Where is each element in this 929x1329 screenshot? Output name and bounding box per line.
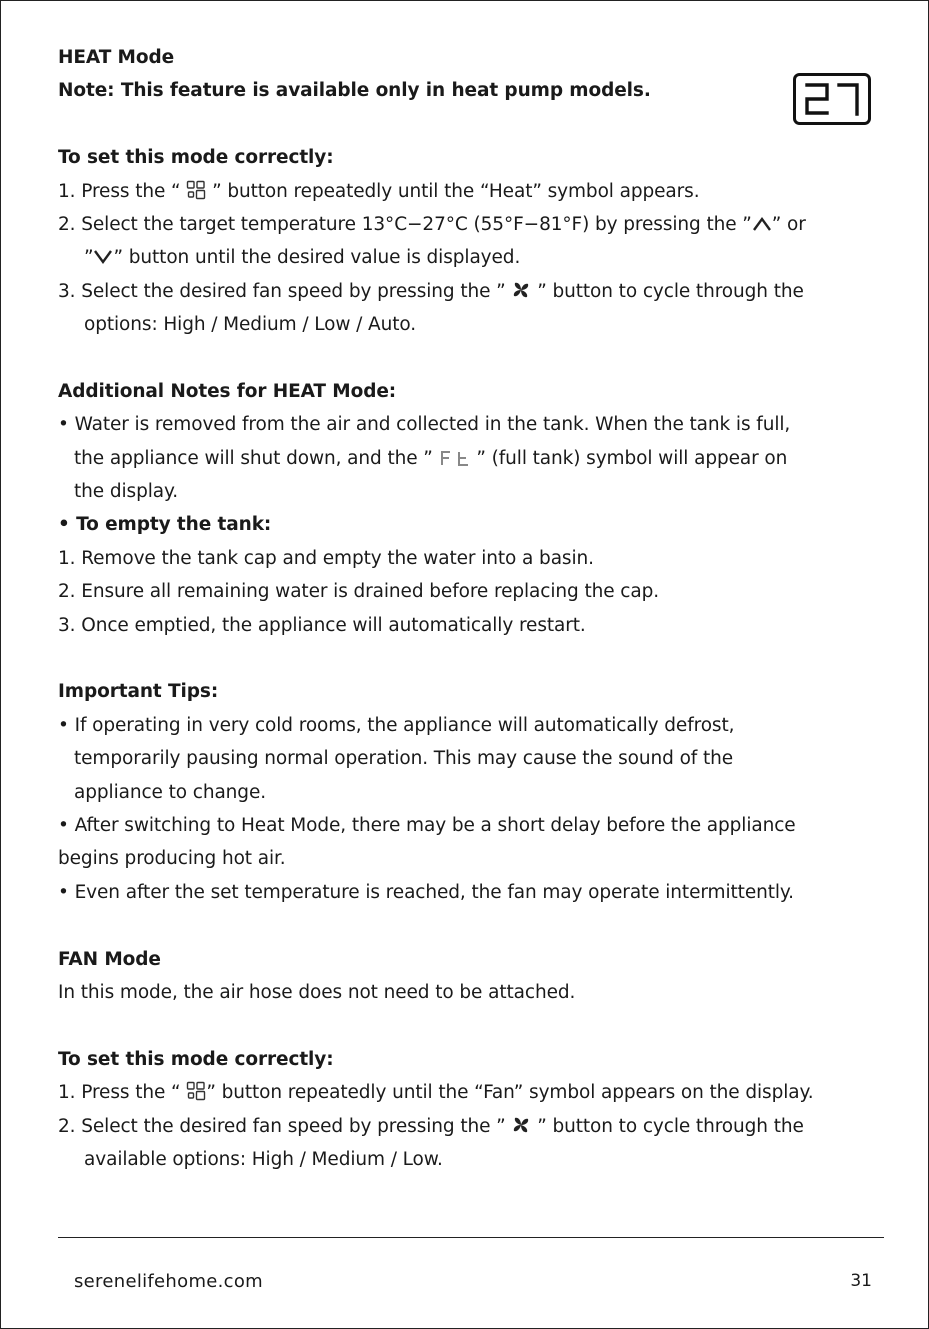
note-label: Note:	[58, 80, 115, 102]
heat-step-1: 1. Press the “ ” button repeatedly until the “Heat” symbol appears.	[58, 180, 700, 202]
tip-1a: • If operating in very cold rooms, the appliance will automatically defrost,	[58, 714, 735, 736]
notes-heading: Additional Notes for HEAT Mode:	[58, 380, 397, 402]
fan-set-heading: To set this mode correctly:	[58, 1048, 334, 1070]
empty-tank-heading: • To empty the tank:	[58, 514, 272, 536]
heat-note	[58, 74, 878, 107]
fan-speed-icon	[511, 1115, 531, 1135]
heat-set-heading: To set this mode correctly:	[58, 147, 334, 169]
fan-step-1: 1. Press the “ ” button repeatedly until the “Fan” symbol appears on the display.	[58, 1082, 814, 1104]
note-text: This feature is available only in heat pump models.	[114, 80, 651, 102]
empty-step-1: 1. Remove the tank cap and empty the water into a basin.	[58, 547, 594, 569]
notes-bullet-1b: the appliance will shut down, and the ” ” (full tank) symbol will appear on	[74, 447, 788, 469]
fan-step-2a: 2. Select the desired fan speed by pressing the ” ” button to cycle through the	[58, 1115, 804, 1137]
tip-3: • Even after the set temperature is reached, the fan may operate intermittently.	[58, 881, 794, 903]
fan-intro: In this mode, the air hose does not need to be attached.	[58, 981, 576, 1003]
heat-mode-title: HEAT Mode	[58, 47, 175, 68]
heat-step-2b: ” ” button until the desired value is displayed.	[84, 247, 521, 269]
footer-divider	[58, 1237, 884, 1238]
down-arrow-icon	[93, 248, 113, 266]
fan-step-2b: available options: High / Medium / Low.	[84, 1148, 443, 1170]
tip-2b: begins producing hot air.	[58, 848, 286, 870]
tip-2a: • After switching to Heat Mode, there may be a short delay before the appliance	[58, 814, 796, 836]
notes-bullet-1c: the display.	[74, 481, 178, 503]
tip-1b: temporarily pausing normal operation. This may cause the sound of the	[74, 748, 734, 770]
empty-step-3: 3. Once emptied, the appliance will automatically restart.	[58, 614, 586, 636]
manual-content	[58, 41, 878, 1176]
fan-speed-icon	[511, 280, 531, 300]
full-tank-symbol	[439, 449, 471, 467]
page-number: 31	[850, 1271, 872, 1291]
mode-button-icon	[186, 180, 206, 200]
fan-mode-title: FAN Mode	[58, 948, 161, 970]
footer-website: serenelifehome.com	[74, 1271, 264, 1292]
mode-button-icon	[186, 1081, 206, 1101]
tip-1c: appliance to change.	[74, 781, 267, 803]
heat-step-3a: 3. Select the desired fan speed by pressing the ” ” button to cycle through the	[58, 280, 804, 302]
notes-bullet-1a: • Water is removed from the air and collected in the tank. When the tank is full,	[58, 414, 791, 436]
heat-step-2a: 2. Select the target temperature 13°C−27°C (55°F−81°F) by pressing the ” ” or	[58, 213, 806, 235]
empty-step-2: 2. Ensure all remaining water is drained before replacing the cap.	[58, 581, 660, 603]
heat-step-3b: options: High / Medium / Low / Auto.	[84, 314, 417, 336]
up-arrow-icon	[752, 215, 772, 233]
tips-heading: Important Tips:	[58, 681, 219, 703]
